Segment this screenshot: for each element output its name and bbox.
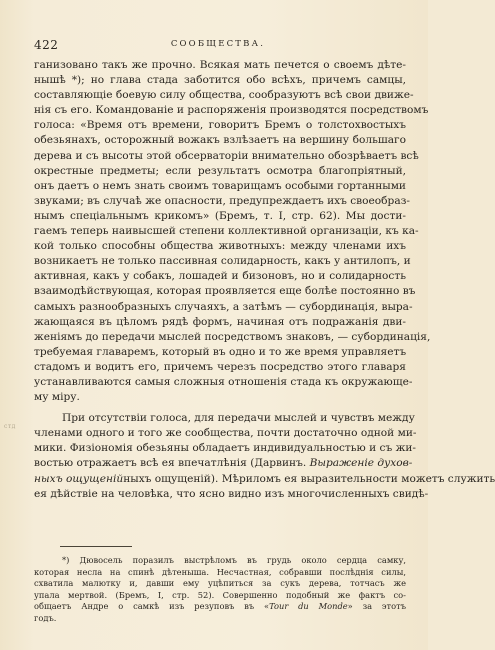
italic-book-title: ныхъ ощущеній (34, 472, 124, 485)
footnote (34, 555, 406, 625)
main-text (34, 58, 495, 502)
text-line: онъ даетъ о немъ знать своимъ товарищамъ особыми гортанными (34, 179, 406, 192)
page-number: 422 (34, 38, 59, 52)
text-fragment: общаетъ Андре о самкѣ изъ резуповъ въ « (34, 601, 270, 612)
text-line: активная, какъ у собакъ, лошадей и бизоновъ, но и солидарность (34, 270, 406, 283)
footnote-line: *) Дювосель поразилъ выстрѣломъ въ грудь около сердца самку, (62, 555, 406, 565)
text-line: голоса: «Время отъ времени, говоритъ Бремъ о толстохвостыхъ (34, 119, 406, 132)
text-line: женіямъ до передачи мыслей посредствомъ знаковъ, — субординація, (34, 330, 431, 343)
text-fragment: востью отражаетъ всѣ ея впечатлѣнія (Дарвинъ. (34, 457, 307, 470)
footnote-line: схватила малютку и, давши ему уцѣпиться за сукъ дерева, тотчасъ же (34, 578, 406, 589)
text-line: составляющіе боевую силу общества, сообразуютъ всѣ свои движе- (34, 89, 414, 102)
text-line: возникаетъ не только пассивная солидарность, какъ у антилопъ, и (34, 255, 411, 268)
text-line: нымъ спеціальнымъ крикомъ» (Бремъ, т. I, стр. 62). Мы дости- (34, 209, 406, 222)
footnote-line: годъ. (34, 612, 57, 623)
footnote-line (34, 601, 406, 613)
text-line: кой только способны общества животныхъ: между членами ихъ (34, 240, 406, 253)
text-line: членами одного и того же сообщества, почти достаточно одной ми- (34, 427, 417, 440)
text-line (34, 456, 413, 471)
running-title: СООБЩЕСТВА. (170, 39, 266, 49)
text-line: устанавливаются самыя сложныя отношенія стада къ окружающе- (34, 375, 413, 388)
text-line: звуками; въ случаѣ же опасности, предупреждаетъ ихъ своеобраз- (34, 194, 410, 207)
text-line: взаимодѣйствующая, которая проявляется еще болѣе постоянно въ (34, 285, 416, 298)
text-line: му міру. (34, 391, 80, 404)
footnote-line: упала мертвой. (Бремъ, I, стр. 52). Совершенно подобный же фактъ со- (34, 589, 406, 600)
text-line: нія съ его. Командованіе и распоряженія производятся посредствомъ (34, 104, 429, 117)
page-header (30, 38, 406, 52)
text-line: окрестные предметы; если результатъ осмотра благопріятный, (34, 164, 406, 177)
margin-note: стд (4, 423, 16, 430)
text-line: мики. Физіономія обезьяны обладаетъ индивидуальностью и съ жи- (34, 442, 416, 455)
italic-journal-title: Tour du Monde (269, 601, 348, 612)
text-line: самыхъ разнообразныхъ случаяхъ, а затѣмъ — субординація, выра- (34, 300, 413, 313)
text-fragment: » за этотъ (347, 601, 406, 612)
footnote-rule (60, 546, 132, 547)
text-line: стадомъ и водитъ его, причемъ черезъ посредство этого главаря (34, 360, 406, 373)
paragraph-start-line: При отсутствіи голоса, для передачи мыслей и чувствъ между (62, 412, 415, 425)
text-line: нышѣ *); но глава стада заботится обо всѣхъ, причемъ самцы, (34, 74, 406, 87)
text-line: жающаяся въ цѣломъ рядѣ формъ, начиная отъ подражанія дви- (34, 315, 406, 328)
text-line: гаемъ теперь наивысшей степени коллективной организаціи, къ ка- (34, 225, 419, 238)
text-line: дерева и съ высоты этой обсерваторіи внимательно обозрѣваетъ всѣ (34, 149, 419, 162)
text-line: требуемая главаремъ, который въ одно и то же время управляетъ (34, 345, 407, 358)
text-line (34, 472, 495, 487)
text-line: ея дѣйствіе на человѣка, что ясно видно изъ многочисленныхъ свидѣ- (34, 487, 429, 500)
text-fragment: ныхъ ощущеній). Мѣриломъ ея выразительности можетъ служить (123, 472, 495, 485)
italic-book-title: Выраженіе духов- (309, 457, 413, 470)
text-line: обезьянахъ, осторожный вожакъ взлѣзаетъ на вершину большаго (34, 134, 406, 147)
footnote-line: которая несла на спинѣ дѣтеныша. Несчастная, собравши послѣднія силы, (34, 566, 406, 577)
text-line: ганизовано такъ же прочно. Всякая мать печется о своемъ дѣте- (34, 59, 406, 71)
